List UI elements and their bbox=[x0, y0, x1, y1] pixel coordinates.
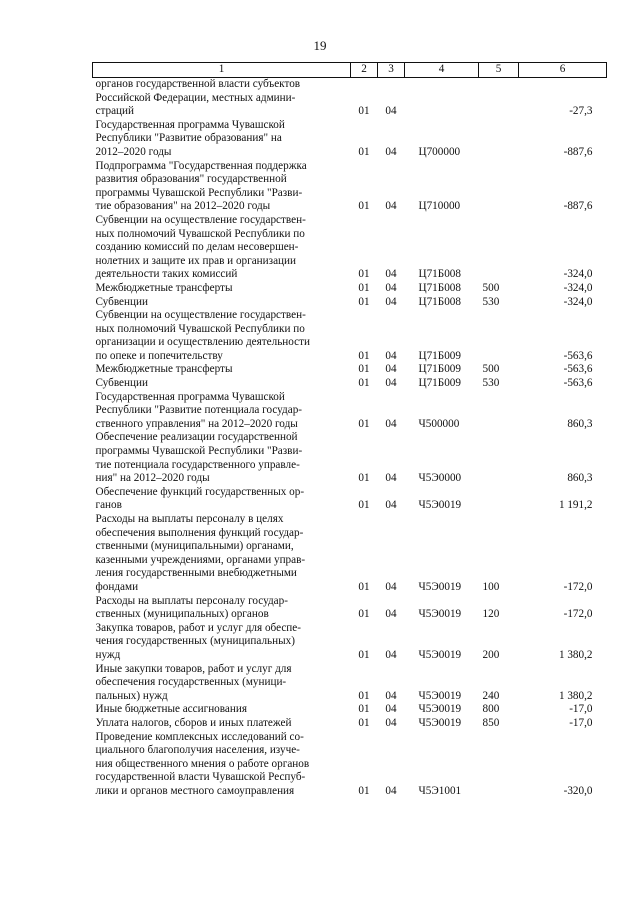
row-name-cell: Субвенции на осуществление государствен- ных полномочий Чувашской Республики по созданию комиссий по делам несовершен- нолетних и защите их прав и организации деятельности таких комиссий bbox=[95, 213, 306, 281]
table-row bbox=[93, 78, 607, 119]
section-code-cell: 01 bbox=[358, 499, 370, 512]
column-header-2: 2 bbox=[351, 63, 378, 78]
section-code-cell: 01 bbox=[358, 608, 370, 621]
amount-cell: -887,6 bbox=[563, 200, 593, 213]
section-code-cell: 01 bbox=[358, 417, 370, 430]
table-row bbox=[93, 296, 607, 310]
target-article-code-cell: Ц71Б008 bbox=[418, 281, 461, 294]
section-code-cell: 01 bbox=[358, 295, 370, 308]
table-row bbox=[93, 309, 607, 363]
subsection-code-cell: 04 bbox=[385, 648, 397, 661]
page-number: 19 bbox=[313, 38, 327, 53]
subsection-code-cell: 04 bbox=[385, 363, 397, 376]
expense-type-code-cell: 800 bbox=[482, 703, 500, 716]
table-row bbox=[93, 486, 607, 513]
section-code-cell: 01 bbox=[358, 580, 370, 593]
amount-cell: -324,0 bbox=[563, 268, 593, 281]
target-article-code-cell: Ч5Э0019 bbox=[418, 580, 462, 593]
subsection-code-cell: 04 bbox=[385, 105, 397, 118]
section-code-cell: 01 bbox=[358, 472, 370, 485]
section-code-cell: 01 bbox=[358, 689, 370, 702]
table-row bbox=[93, 622, 607, 663]
row-name-cell: Обеспечение реализации государственной программы Чувашской Республики "Разви- тие потенциала государственного управле- ния" на 2012–2020 годы bbox=[95, 431, 303, 485]
section-code-cell: 01 bbox=[358, 377, 370, 390]
subsection-code-cell: 04 bbox=[385, 377, 397, 390]
budget-table bbox=[92, 62, 607, 798]
column-header-3: 3 bbox=[378, 63, 405, 78]
amount-cell: 860,3 bbox=[567, 472, 593, 485]
row-name-cell: Расходы на выплаты персоналу государ- ственных (муниципальных) органов bbox=[95, 594, 288, 621]
row-name-cell: Межбюджетные трансферты bbox=[95, 363, 233, 376]
target-article-code-cell: Ч5Э0019 bbox=[418, 499, 462, 512]
amount-cell: -320,0 bbox=[563, 784, 593, 797]
amount-cell: -563,6 bbox=[563, 363, 593, 376]
expense-type-code-cell: 240 bbox=[482, 689, 500, 702]
row-name-cell: Проведение комплексных исследований со- циального благополучия населения, изуче- ния общественного мнения о работе органов государственной власти Чувашской Респуб- лики и органов местного самоуправления bbox=[95, 730, 310, 797]
subsection-code-cell: 04 bbox=[385, 689, 397, 702]
expense-type-code-cell bbox=[479, 160, 519, 214]
section-code-cell: 01 bbox=[358, 268, 370, 281]
row-name-cell: Иные закупки товаров, работ и услуг для обеспечения государственных (муници- пальных) нужд bbox=[95, 662, 292, 702]
table-row bbox=[93, 160, 607, 214]
table-header bbox=[93, 63, 607, 78]
table-row bbox=[93, 214, 607, 282]
target-article-code-cell: Ц71Б009 bbox=[418, 349, 461, 362]
subsection-code-cell: 04 bbox=[385, 295, 397, 308]
amount-cell: -324,0 bbox=[563, 295, 593, 308]
row-name-cell: Иные бюджетные ассигнования bbox=[95, 703, 247, 716]
amount-cell: 1 191,2 bbox=[558, 499, 593, 512]
expense-type-code-cell bbox=[479, 731, 519, 799]
amount-cell: -17,0 bbox=[569, 703, 593, 716]
subsection-code-cell: 04 bbox=[385, 716, 397, 729]
expense-type-code-cell bbox=[479, 214, 519, 282]
target-article-code-cell bbox=[405, 78, 479, 119]
target-article-code-cell: Ч5Э0019 bbox=[418, 648, 462, 661]
row-name-cell: Обеспечение функций государственных ор- ганов bbox=[95, 485, 305, 512]
table-row bbox=[93, 119, 607, 160]
amount-cell: -17,0 bbox=[569, 716, 593, 729]
section-code-cell: 01 bbox=[358, 716, 370, 729]
table-row bbox=[93, 377, 607, 391]
table-row bbox=[93, 717, 607, 731]
expense-type-code-cell bbox=[479, 119, 519, 160]
target-article-code-cell: Ч5Э0019 bbox=[418, 703, 462, 716]
amount-cell: -27,3 bbox=[569, 105, 593, 118]
expense-type-code-cell bbox=[479, 431, 519, 485]
subsection-code-cell: 04 bbox=[385, 703, 397, 716]
amount-cell: -887,6 bbox=[563, 145, 593, 158]
table-row bbox=[93, 431, 607, 485]
subsection-code-cell: 04 bbox=[385, 281, 397, 294]
column-header-6: 6 bbox=[519, 63, 607, 78]
expense-type-code-cell: 100 bbox=[482, 580, 500, 593]
subsection-code-cell: 04 bbox=[385, 608, 397, 621]
target-article-code-cell: Ц71Б009 bbox=[418, 377, 461, 390]
amount-cell: -324,0 bbox=[563, 281, 593, 294]
target-article-code-cell: Ч5Э1001 bbox=[418, 784, 462, 797]
expense-type-code-cell: 500 bbox=[482, 281, 500, 294]
target-article-code-cell: Ц700000 bbox=[418, 145, 461, 158]
table-row bbox=[93, 703, 607, 717]
expense-type-code-cell: 120 bbox=[482, 608, 500, 621]
column-header-5: 5 bbox=[479, 63, 519, 78]
target-article-code-cell: Ц71Б008 bbox=[418, 295, 461, 308]
section-code-cell: 01 bbox=[358, 145, 370, 158]
row-name-cell: Субвенции bbox=[95, 377, 148, 390]
section-code-cell: 01 bbox=[358, 703, 370, 716]
expense-type-code-cell: 530 bbox=[482, 295, 500, 308]
subsection-code-cell: 04 bbox=[385, 784, 397, 797]
amount-cell: 1 380,2 bbox=[558, 689, 593, 702]
amount-cell: -563,6 bbox=[563, 377, 593, 390]
table-row bbox=[93, 663, 607, 704]
row-name-cell: Уплата налогов, сборов и иных платежей bbox=[95, 716, 292, 729]
section-code-cell: 01 bbox=[358, 281, 370, 294]
table-row bbox=[93, 513, 607, 595]
row-name-cell: Подпрограмма "Государственная поддержка развития образования" государственной программы Чувашской Республики "Разви- тие образования" на 2012–2020 годы bbox=[95, 159, 307, 213]
row-name-cell: Закупка товаров, работ и услуг для обеспе- чения государственных (муниципальных) нужд bbox=[95, 621, 301, 661]
subsection-code-cell: 04 bbox=[385, 200, 397, 213]
section-code-cell: 01 bbox=[358, 105, 370, 118]
subsection-code-cell: 04 bbox=[385, 145, 397, 158]
subsection-code-cell: 04 bbox=[385, 349, 397, 362]
subsection-code-cell: 04 bbox=[385, 417, 397, 430]
table-row bbox=[93, 595, 607, 622]
table-row bbox=[93, 391, 607, 432]
target-article-code-cell: Ч5Э0019 bbox=[418, 608, 462, 621]
expense-type-code-cell: 850 bbox=[482, 716, 500, 729]
column-header-4: 4 bbox=[405, 63, 479, 78]
amount-cell: -172,0 bbox=[563, 608, 593, 621]
table-row bbox=[93, 282, 607, 296]
section-code-cell: 01 bbox=[358, 363, 370, 376]
target-article-code-cell: Ч5Э0019 bbox=[418, 689, 462, 702]
table-row bbox=[93, 731, 607, 799]
target-article-code-cell: Ч5Э0000 bbox=[418, 472, 462, 485]
expense-type-code-cell: 530 bbox=[482, 377, 500, 390]
row-name-cell: Расходы на выплаты персоналу в целях обеспечения выполнения функций государ- ственными (муниципальными) органами, казенными учреждениями, органами управ- ления государственными внебюджетными фондами bbox=[95, 513, 306, 593]
target-article-code-cell: Ч500000 bbox=[418, 417, 460, 430]
amount-cell: 1 380,2 bbox=[558, 648, 593, 661]
expense-type-code-cell bbox=[479, 391, 519, 432]
section-code-cell: 01 bbox=[358, 784, 370, 797]
amount-cell: -172,0 bbox=[563, 580, 593, 593]
row-name-cell: Субвенции bbox=[95, 295, 148, 308]
expense-type-code-cell bbox=[479, 78, 519, 119]
section-code-cell: 01 bbox=[358, 648, 370, 661]
subsection-code-cell: 04 bbox=[385, 499, 397, 512]
expense-type-code-cell: 200 bbox=[482, 648, 500, 661]
amount-cell: -563,6 bbox=[563, 349, 593, 362]
table-body bbox=[93, 78, 607, 799]
row-name-cell: Межбюджетные трансферты bbox=[95, 281, 233, 294]
row-name-cell: органов государственной власти субъектов Российской Федерации, местных админи- страций bbox=[95, 78, 301, 118]
row-name-cell: Государственная программа Чувашской Республики "Развитие потенциала государ- ственного управления" на 2012–2020 годы bbox=[95, 390, 303, 430]
table-row bbox=[93, 363, 607, 377]
column-header-1: 1 bbox=[93, 63, 351, 78]
target-article-code-cell: Ц71Б008 bbox=[418, 268, 461, 281]
target-article-code-cell: Ц71Б009 bbox=[418, 363, 461, 376]
section-code-cell: 01 bbox=[358, 200, 370, 213]
target-article-code-cell: Ч5Э0019 bbox=[418, 716, 462, 729]
row-name-cell: Субвенции на осуществление государствен- ных полномочий Чувашской Республики по организации и осуществлению деятельности по опеке и попечительству bbox=[95, 309, 310, 362]
expense-type-code-cell bbox=[479, 309, 519, 363]
section-code-cell: 01 bbox=[358, 349, 370, 362]
amount-cell: 860,3 bbox=[567, 417, 593, 430]
expense-type-code-cell: 500 bbox=[482, 363, 500, 376]
subsection-code-cell: 04 bbox=[385, 472, 397, 485]
expense-type-code-cell bbox=[479, 486, 519, 513]
subsection-code-cell: 04 bbox=[385, 268, 397, 281]
target-article-code-cell: Ц710000 bbox=[418, 200, 461, 213]
row-name-cell: Государственная программа Чувашской Республики "Развитие образования" на 2012–2020 годы bbox=[95, 118, 285, 158]
subsection-code-cell: 04 bbox=[385, 580, 397, 593]
